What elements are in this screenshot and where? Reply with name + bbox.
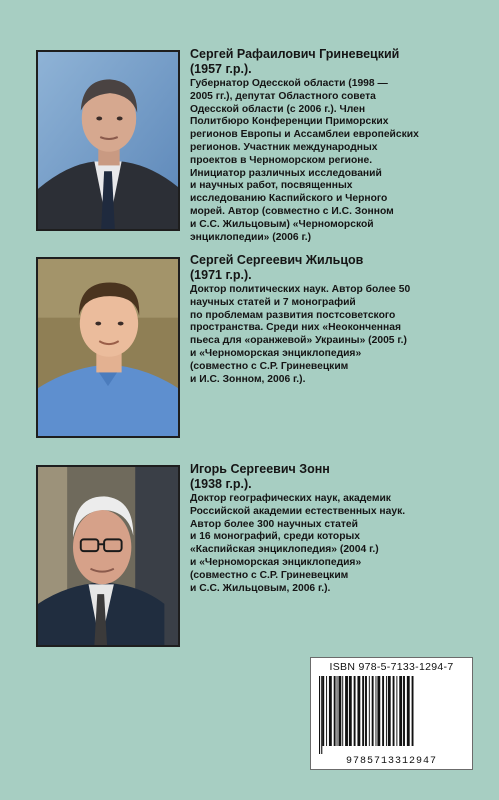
barcode-bar [386, 676, 387, 746]
barcode-bar [372, 676, 374, 746]
barcode-bar [399, 676, 402, 746]
barcode-bar [354, 676, 356, 746]
barcode-digits: 9785713312947 [345, 756, 437, 767]
barcode-bar [365, 676, 367, 746]
author-photo-zonn [36, 465, 180, 647]
author-years: (1971 г.р.). [190, 268, 252, 282]
barcode-bar [322, 676, 324, 746]
author-bio-zhiltsov [190, 253, 475, 386]
barcode-bar [393, 676, 395, 746]
author-bio-text: Доктор географических наук, академик Российской академии естественных наук. Автор более 300 научных статей и 16 монографий, среди которых «Каспийская энциклопедия» (2004 г.) и «Черноморская энциклопедия» (совместно с С.Р. Гриневецким и С.С. Жильцовым, 2006 г.). [190, 493, 406, 594]
barcode-bar [337, 676, 338, 746]
barcode-bar [329, 676, 332, 746]
barcode-bar [403, 676, 405, 746]
isbn-label: ISBN 978-5-7133-1294-7 [329, 661, 454, 673]
author-bio-text: Губернатор Одесской области (1998 — 2005 гг.), депутат Областного совета Одесской области (с 2006 г.). Член Политбюро Конференции Приморских регионов Европы и Ассамблеи европейских регионов. Участник международных проектов в Черноморском регионе. Инициатор различных исследований и научных работ, посвященных исследованию Каспийского и Черного морей. Автор (совместно с И.С. Зонном и С.С. Жильцовым) «Черноморской энциклопедии» (2006 г.) [190, 78, 419, 243]
barcode-bar [338, 676, 341, 746]
barcode-bar [388, 676, 391, 746]
author-bio-text: Доктор политических наук. Автор более 50 научных статей и 7 монографий по проблемам развития постсоветского пространства. Среди них «Неоконченная пьеса для «оранжевой» Украины» (2005 г.) и «Черноморская энциклопедия» (совместно с С.Р. Гриневецким и И.С. Зонном, 2006 г.). [190, 284, 411, 385]
barcode-bar [334, 676, 336, 746]
barcode-bar [342, 676, 343, 746]
barcode-bar [369, 676, 370, 746]
barcode-bar [412, 676, 414, 746]
author-bio-zonn [190, 462, 475, 595]
barcode-bars [317, 676, 467, 754]
author-name: Сергей Сергеевич Жильцов [190, 253, 364, 267]
barcode-bar [377, 676, 380, 746]
barcode-bar [396, 676, 397, 746]
barcode-guard-bar [319, 676, 320, 754]
author-photo-zhiltsov [36, 257, 180, 438]
barcode-bar [357, 676, 360, 746]
author-name: Сергей Рафаилович Гриневецкий [190, 47, 400, 61]
isbn-barcode [310, 657, 473, 770]
barcode-bar [326, 676, 327, 746]
barcode-bar [382, 676, 384, 746]
barcode-bar [376, 676, 377, 746]
barcode-bar [362, 676, 364, 746]
barcode-bar [349, 676, 352, 746]
author-bio-grinevetsky [190, 47, 475, 244]
barcode-bar [407, 676, 410, 746]
author-years: (1938 г.р.). [190, 477, 252, 491]
author-years: (1957 г.р.). [190, 62, 252, 76]
author-name: Игорь Сергеевич Зонн [190, 462, 330, 476]
barcode-bar [345, 676, 348, 746]
barcode-guard-bar [321, 676, 322, 754]
author-photo-grinevetsky [36, 50, 180, 231]
